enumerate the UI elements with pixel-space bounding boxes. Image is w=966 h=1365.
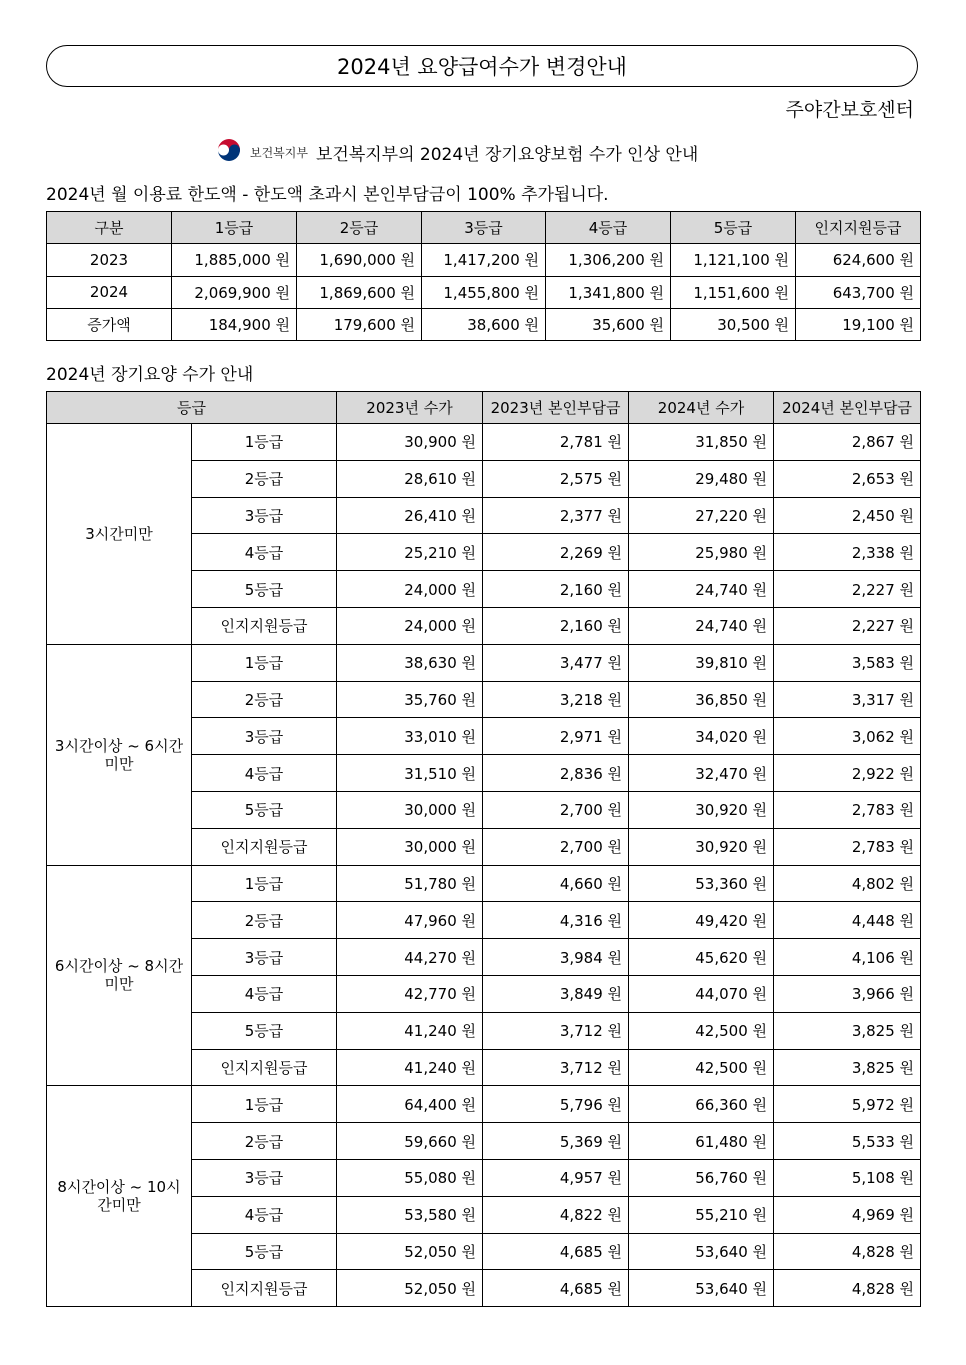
table-cell: 2,227 원 — [774, 571, 921, 608]
document-title: 2024년 요양급여수가 변경안내 — [337, 55, 627, 79]
table-cell: 2,700 원 — [483, 828, 629, 865]
table-cell: 24,740 원 — [629, 571, 774, 608]
table-cell: 52,050 원 — [337, 1270, 483, 1307]
column-header: 1등급 — [172, 212, 297, 244]
column-header: 구분 — [47, 212, 172, 244]
grade-label: 5등급 — [192, 571, 337, 608]
grade-label: 2등급 — [192, 902, 337, 939]
section2-heading: 2024년 장기요양 수가 안내 — [46, 365, 254, 385]
table-cell: 53,360 원 — [629, 865, 774, 902]
section1-heading: 2024년 월 이용료 한도액 - 한도액 초과시 본인부담금이 100% 추가됩니다. — [46, 185, 609, 205]
table-cell: 1,690,000 원 — [297, 244, 422, 276]
table-cell: 30,000 원 — [337, 791, 483, 828]
table-cell: 2,867 원 — [774, 424, 921, 461]
table-cell: 3,825 원 — [774, 1012, 921, 1049]
table-cell: 51,780 원 — [337, 865, 483, 902]
table-cell: 61,480 원 — [629, 1123, 774, 1160]
grade-label: 4등급 — [192, 1196, 337, 1233]
table-row — [47, 276, 921, 308]
table-cell: 3,712 원 — [483, 1049, 629, 1086]
table-cell: 1,885,000 원 — [172, 244, 297, 276]
table-cell: 2,450 원 — [774, 497, 921, 534]
table-cell: 1,151,600 원 — [671, 276, 796, 308]
table-cell: 56,760 원 — [629, 1159, 774, 1196]
document-title-box — [46, 45, 918, 87]
table-cell: 4,448 원 — [774, 902, 921, 939]
table-cell: 44,270 원 — [337, 939, 483, 976]
notice-text: 보건복지부의 2024년 장기요양보험 수가 인상 안내 — [315, 144, 699, 165]
table-cell: 2,069,900 원 — [172, 276, 297, 308]
grade-label: 1등급 — [192, 865, 337, 902]
table-cell: 2,160 원 — [483, 571, 629, 608]
table-cell: 38,600 원 — [422, 308, 546, 340]
table-cell: 41,240 원 — [337, 1012, 483, 1049]
table-cell: 42,500 원 — [629, 1012, 774, 1049]
table-cell: 24,000 원 — [337, 571, 483, 608]
grade-label: 인지지원등급 — [192, 828, 337, 865]
table-cell: 5,796 원 — [483, 1086, 629, 1123]
table-cell: 36,850 원 — [629, 681, 774, 718]
table-cell: 179,600 원 — [297, 308, 422, 340]
table-cell: 4,106 원 — [774, 939, 921, 976]
table-cell: 34,020 원 — [629, 718, 774, 755]
table-cell: 643,700 원 — [796, 276, 921, 308]
table-cell: 31,850 원 — [629, 424, 774, 461]
table-cell: 19,100 원 — [796, 308, 921, 340]
time-group-label: 6시간이상 ~ 8시간미만 — [47, 865, 192, 1086]
column-header: 2024년 본인부담금 — [774, 392, 921, 424]
table-cell: 2,783 원 — [774, 791, 921, 828]
table-cell: 39,810 원 — [629, 644, 774, 681]
table-cell: 1,869,600 원 — [297, 276, 422, 308]
center-name: 주야간보호센터 — [785, 99, 914, 121]
table-cell: 4,969 원 — [774, 1196, 921, 1233]
grade-label: 1등급 — [192, 424, 337, 461]
monthly-limit-table — [46, 211, 921, 341]
table-cell: 2,338 원 — [774, 534, 921, 571]
table-row — [47, 244, 921, 276]
table-cell: 4,822 원 — [483, 1196, 629, 1233]
column-header: 등급 — [47, 392, 337, 424]
grade-label: 5등급 — [192, 1012, 337, 1049]
table-cell: 4,685 원 — [483, 1270, 629, 1307]
column-header: 3등급 — [422, 212, 546, 244]
grade-label: 3등급 — [192, 718, 337, 755]
table-cell: 24,740 원 — [629, 607, 774, 644]
table-cell: 45,620 원 — [629, 939, 774, 976]
table-cell: 2,575 원 — [483, 460, 629, 497]
table-cell: 2,227 원 — [774, 607, 921, 644]
table-cell: 3,218 원 — [483, 681, 629, 718]
table-cell: 2,781 원 — [483, 424, 629, 461]
table-row — [47, 865, 921, 902]
column-header: 2등급 — [297, 212, 422, 244]
table-cell: 2,377 원 — [483, 497, 629, 534]
ministry-notice — [214, 136, 698, 168]
grade-label: 5등급 — [192, 1233, 337, 1270]
table-cell: 55,210 원 — [629, 1196, 774, 1233]
table-cell: 5,972 원 — [774, 1086, 921, 1123]
time-group-label: 3시간이상 ~ 6시간미만 — [47, 644, 192, 865]
table-cell: 3,849 원 — [483, 975, 629, 1012]
grade-label: 4등급 — [192, 975, 337, 1012]
table-header-row — [47, 392, 921, 424]
table-cell: 4,685 원 — [483, 1233, 629, 1270]
table-cell: 27,220 원 — [629, 497, 774, 534]
table-cell: 4,316 원 — [483, 902, 629, 939]
table-cell: 2,783 원 — [774, 828, 921, 865]
table-cell: 3,825 원 — [774, 1049, 921, 1086]
table-cell: 35,760 원 — [337, 681, 483, 718]
table-cell: 2,700 원 — [483, 791, 629, 828]
table-cell: 4,957 원 — [483, 1159, 629, 1196]
column-header: 인지지원등급 — [796, 212, 921, 244]
table-cell: 30,900 원 — [337, 424, 483, 461]
table-cell: 30,920 원 — [629, 791, 774, 828]
table-row — [47, 644, 921, 681]
grade-label: 3등급 — [192, 1159, 337, 1196]
grade-label: 1등급 — [192, 644, 337, 681]
table-cell: 1,341,800 원 — [546, 276, 671, 308]
table-cell: 32,470 원 — [629, 755, 774, 792]
table-cell: 49,420 원 — [629, 902, 774, 939]
table-cell: 66,360 원 — [629, 1086, 774, 1123]
table-row — [47, 424, 921, 461]
row-label: 2023 — [47, 244, 172, 276]
ministry-emblem-icon — [214, 137, 244, 167]
table-cell: 55,080 원 — [337, 1159, 483, 1196]
table-cell: 30,920 원 — [629, 828, 774, 865]
table-cell: 24,000 원 — [337, 607, 483, 644]
grade-label: 인지지원등급 — [192, 607, 337, 644]
table-cell: 1,121,100 원 — [671, 244, 796, 276]
ministry-name: 보건복지부 — [250, 145, 308, 160]
table-cell: 25,980 원 — [629, 534, 774, 571]
table-cell: 42,770 원 — [337, 975, 483, 1012]
table-cell: 52,050 원 — [337, 1233, 483, 1270]
table-cell: 53,640 원 — [629, 1233, 774, 1270]
table-cell: 3,317 원 — [774, 681, 921, 718]
table-cell: 42,500 원 — [629, 1049, 774, 1086]
table-cell: 1,306,200 원 — [546, 244, 671, 276]
table-cell: 624,600 원 — [796, 244, 921, 276]
time-group-label: 8시간이상 ~ 10시간미만 — [47, 1086, 192, 1307]
time-group-label: 3시간미만 — [47, 424, 192, 645]
table-cell: 41,240 원 — [337, 1049, 483, 1086]
table-row — [47, 308, 921, 340]
table-cell: 64,400 원 — [337, 1086, 483, 1123]
table-cell: 3,477 원 — [483, 644, 629, 681]
table-cell: 35,600 원 — [546, 308, 671, 340]
table-cell: 4,660 원 — [483, 865, 629, 902]
fee-table — [46, 391, 921, 1307]
table-cell: 184,900 원 — [172, 308, 297, 340]
grade-label: 2등급 — [192, 460, 337, 497]
table-cell: 33,010 원 — [337, 718, 483, 755]
table-cell: 28,610 원 — [337, 460, 483, 497]
table-cell: 30,500 원 — [671, 308, 796, 340]
column-header: 2024년 수가 — [629, 392, 774, 424]
table-cell: 26,410 원 — [337, 497, 483, 534]
grade-label: 인지지원등급 — [192, 1049, 337, 1086]
table-cell: 2,653 원 — [774, 460, 921, 497]
grade-label: 5등급 — [192, 791, 337, 828]
grade-label: 4등급 — [192, 534, 337, 571]
column-header: 2023년 수가 — [337, 392, 483, 424]
table-cell: 2,160 원 — [483, 607, 629, 644]
table-cell: 47,960 원 — [337, 902, 483, 939]
column-header: 5등급 — [671, 212, 796, 244]
table-cell: 5,108 원 — [774, 1159, 921, 1196]
table-cell: 1,417,200 원 — [422, 244, 546, 276]
grade-label: 2등급 — [192, 681, 337, 718]
table-cell: 3,062 원 — [774, 718, 921, 755]
table-cell: 38,630 원 — [337, 644, 483, 681]
table-cell: 25,210 원 — [337, 534, 483, 571]
table-header-row — [47, 212, 921, 244]
table-cell: 29,480 원 — [629, 460, 774, 497]
table-cell: 2,971 원 — [483, 718, 629, 755]
table-cell: 2,836 원 — [483, 755, 629, 792]
table-cell: 3,966 원 — [774, 975, 921, 1012]
table-cell: 59,660 원 — [337, 1123, 483, 1160]
grade-label: 2등급 — [192, 1123, 337, 1160]
table-cell: 2,269 원 — [483, 534, 629, 571]
table-cell: 53,580 원 — [337, 1196, 483, 1233]
grade-label: 인지지원등급 — [192, 1270, 337, 1307]
table-cell: 2,922 원 — [774, 755, 921, 792]
grade-label: 3등급 — [192, 939, 337, 976]
table-cell: 44,070 원 — [629, 975, 774, 1012]
table-cell: 53,640 원 — [629, 1270, 774, 1307]
table-cell: 30,000 원 — [337, 828, 483, 865]
table-cell: 3,984 원 — [483, 939, 629, 976]
table-cell: 1,455,800 원 — [422, 276, 546, 308]
table-cell: 5,369 원 — [483, 1123, 629, 1160]
table-cell: 3,583 원 — [774, 644, 921, 681]
grade-label: 1등급 — [192, 1086, 337, 1123]
table-cell: 3,712 원 — [483, 1012, 629, 1049]
grade-label: 3등급 — [192, 497, 337, 534]
table-cell: 4,828 원 — [774, 1270, 921, 1307]
table-cell: 4,828 원 — [774, 1233, 921, 1270]
table-cell: 4,802 원 — [774, 865, 921, 902]
grade-label: 4등급 — [192, 755, 337, 792]
table-cell: 5,533 원 — [774, 1123, 921, 1160]
row-label: 증가액 — [47, 308, 172, 340]
column-header: 2023년 본인부담금 — [483, 392, 629, 424]
table-row — [47, 1086, 921, 1123]
row-label: 2024 — [47, 276, 172, 308]
table-cell: 31,510 원 — [337, 755, 483, 792]
column-header: 4등급 — [546, 212, 671, 244]
